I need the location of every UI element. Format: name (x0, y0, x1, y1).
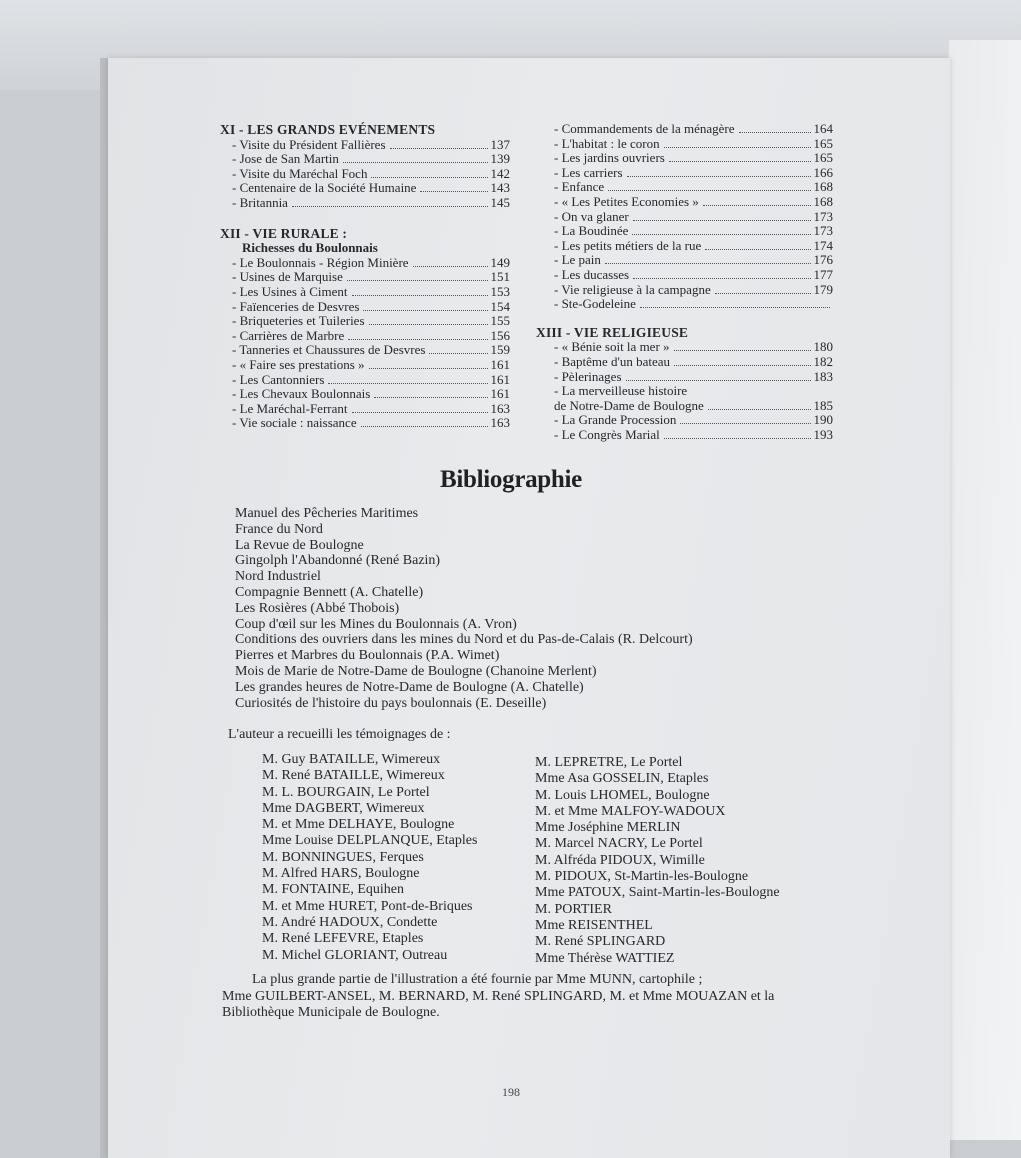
toc-entry-label: - Le Boulonnais - Région Minière (232, 254, 409, 270)
illustration-credits (222, 972, 822, 1022)
toc-leader-dots (633, 219, 811, 221)
toc-entry-label: - Vie sociale : naissance (232, 415, 357, 431)
toc-entry (548, 283, 833, 298)
toc-entry-label: - Pèlerinages (554, 368, 622, 384)
toc-left-column (220, 123, 510, 431)
bibliography-entry: Coup d'œil sur les Mines du Boulonnais (A. Vron) (235, 616, 517, 632)
toc-entry-label: - Les carriers (554, 164, 623, 180)
witness-entry: M. L. BOURGAIN, Le Portel (262, 784, 430, 800)
toc-leader-dots (369, 367, 488, 369)
toc-leader-dots (703, 204, 811, 206)
witnesses-left-column (262, 752, 477, 964)
toc-entry-label: - Jose de San Martin (232, 151, 339, 167)
toc-entry (548, 224, 833, 239)
toc-entry-label: - « Les Petites Economies » (554, 193, 699, 209)
toc-entry-page: 137 (490, 136, 510, 152)
toc-leader-dots (328, 382, 487, 384)
page-number: 198 (502, 1085, 520, 1099)
witness-entry: Mme DAGBERT, Wimereux (262, 800, 425, 816)
toc-leader-dots (640, 306, 830, 308)
bibliography-entry: Nord Industriel (235, 569, 321, 585)
toc-leader-dots (705, 248, 810, 250)
toc-entry-page: 176 (813, 252, 833, 268)
toc-entry-page: 142 (490, 165, 510, 181)
toc-leader-dots (369, 323, 488, 325)
toc-entry-label: - Ste-Godeleine (554, 296, 636, 312)
bibliography-entry: Compagnie Bennett (A. Chatelle) (235, 584, 424, 600)
toc-entry-label: - Visite du Président Fallières (232, 136, 386, 152)
witness-entry: M. Marcel NACRY, Le Portel (535, 836, 703, 852)
toc-entry-label: - Les Chevaux Boulonnais (232, 386, 371, 402)
witness-entry: M. Guy BATAILLE, Wimereux (262, 752, 441, 767)
witness-entry: M. Louis LHOMEL, Boulogne (535, 787, 710, 803)
toc-leader-dots (352, 294, 488, 296)
witness-entry: M. et Mme HURET, Pont-de-Briques (262, 898, 473, 914)
toc-entry-page: 183 (813, 368, 833, 384)
toc-entry-label: - Les jardins ouvriers (554, 150, 665, 166)
toc-leader-dots (361, 425, 488, 427)
bibliography-entry: Manuel des Pêcheries Maritimes (235, 506, 419, 521)
witness-entry: Mme REISENTHEL (535, 917, 653, 933)
toc-entry-label: - Les Cantonniers (232, 371, 325, 387)
witness-entry: Mme Asa GOSSELIN, Etaples (535, 771, 709, 787)
witness-entry: M. et Mme DELHAYE, Boulogne (262, 817, 455, 833)
toc-leader-dots (680, 422, 810, 424)
toc-entry (220, 387, 510, 402)
toc-entry (548, 122, 833, 137)
toc-entry (548, 340, 833, 355)
toc-entry-page: 180 (813, 339, 833, 355)
toc-entry-label: - Usines de Marquise (232, 269, 343, 285)
bibliography-entry: Les Rosières (Abbé Thobois) (235, 600, 400, 616)
toc-entry-label: - Commandements de la ménagère (554, 121, 735, 136)
toc-entry (548, 428, 833, 443)
toc-entry-page: 153 (490, 283, 510, 299)
toc-section-title: XI - LES GRANDS EVÉNEMENTS (220, 122, 436, 137)
toc-entry-label: - Les Usines à Ciment (232, 283, 348, 299)
toc-entry (548, 180, 833, 195)
toc-entry (548, 195, 833, 210)
toc-entry-page: 177 (813, 266, 833, 282)
witness-entry: M. FONTAINE, Equihen (262, 882, 404, 898)
toc-section-items (220, 138, 510, 211)
toc-leader-dots (292, 205, 488, 207)
toc-leader-dots (390, 147, 488, 149)
witnesses-intro: L'auteur a recueilli les témoignages de : (228, 727, 451, 742)
witness-entry: M. André HADOUX, Condette (262, 914, 438, 930)
toc-entry-label: - Carrières de Marbre (232, 327, 345, 343)
toc-entry (220, 167, 510, 182)
witness-entry: M. PIDOUX, St-Martin-les-Boulogne (535, 869, 749, 885)
toc-leader-dots (715, 292, 811, 294)
bibliography-entry: La Revue de Boulogne (235, 537, 364, 553)
toc-leader-dots (420, 190, 487, 192)
witness-entry: Mme Joséphine MERLIN (535, 820, 681, 836)
toc-entry-page: 166 (813, 164, 833, 180)
toc-entry (220, 416, 510, 431)
toc-entry-label: - Briqueteries et Tuileries (232, 313, 365, 329)
toc-entry-page: 185 (813, 397, 833, 413)
toc-entry-page: 161 (490, 386, 510, 402)
toc-entry (220, 285, 510, 300)
toc-entry (220, 373, 510, 388)
toc-entry (548, 166, 833, 181)
toc-entry (220, 138, 510, 153)
toc-entry-label: - Tanneries et Chaussures de Desvres (232, 342, 426, 358)
toc-entry-label: - Le Congrès Marial (554, 426, 660, 442)
toc-leader-dots (347, 279, 488, 281)
toc-entry (548, 151, 833, 166)
toc-entry-page: 143 (490, 180, 510, 196)
toc-section-title: XIII - VIE RELIGIEUSE (536, 324, 689, 340)
toc-leader-dots (429, 352, 487, 354)
toc-entry-page: 173 (813, 223, 833, 239)
toc-leader-dots (608, 189, 810, 191)
toc-entry (548, 253, 833, 268)
toc-leader-dots (674, 349, 811, 351)
witness-entry: Mme PATOUX, Saint-Martin-les-Boulogne (535, 885, 780, 901)
toc-section-items (220, 256, 510, 431)
witness-entry: M. PORTIER (535, 901, 612, 917)
toc-entry-label: - Les petits métiers de la rue (554, 237, 702, 253)
toc-entry (548, 297, 833, 312)
toc-entry-page: 139 (490, 151, 510, 167)
toc-entry (220, 270, 510, 285)
toc-entry-label: - Baptême d'un bateau (554, 353, 671, 369)
toc-entry-page: 151 (490, 269, 510, 285)
toc-entry-label: - Visite du Maréchal Foch (232, 165, 368, 181)
toc-leader-dots (343, 161, 488, 163)
toc-entry-label: - La Grande Procession (554, 412, 677, 428)
toc-leader-dots (708, 408, 811, 410)
toc-right-column (536, 121, 833, 442)
toc-leader-dots (348, 338, 487, 340)
toc-leader-dots (664, 437, 811, 439)
toc-entry-page: 163 (490, 415, 510, 431)
toc-leader-dots (739, 131, 811, 133)
toc-leader-dots (626, 379, 811, 381)
toc-leader-dots (633, 277, 810, 279)
toc-entry-page: 190 (813, 412, 833, 428)
toc-entry-page: 155 (490, 313, 510, 329)
toc-entry (548, 370, 833, 385)
toc-entry (220, 314, 510, 329)
bibliography-entry: Mois de Marie de Notre-Dame de Boulogne (Chanoine Merlent) (235, 663, 597, 679)
witnesses-right-column (535, 755, 780, 967)
toc-leader-dots (674, 364, 810, 366)
bibliography-entry: Curiosités de l'histoire du pays boulonnais (E. Deseille) (235, 695, 547, 711)
toc-entry-page: 168 (813, 179, 833, 195)
toc-entry-page: 173 (813, 208, 833, 224)
bibliography-entry: Conditions des ouvriers dans les mines du Nord et du Pas-de-Calais (R. Delcourt) (235, 632, 693, 648)
witness-entry: M. BONNINGUES, Ferques (262, 849, 424, 865)
toc-leader-dots (352, 411, 488, 413)
credits-line: Mme GUILBERT-ANSEL, M. BERNARD, M. René SPLINGARD, M. et Mme MOUAZAN et la (222, 988, 775, 1004)
toc-entry-page: 174 (813, 237, 833, 253)
toc-section-items (548, 340, 833, 442)
toc-leader-dots (605, 262, 811, 264)
toc-entry (548, 239, 833, 254)
toc-entry-label: - « Bénie soit la mer » (554, 339, 670, 355)
toc-entry-label: - Faïenceries de Desvres (232, 298, 360, 314)
toc-entry-label: - Les ducasses (554, 266, 630, 282)
toc-entry-label: - Le Maréchal-Ferrant (232, 400, 348, 416)
toc-entry (548, 355, 833, 370)
credits-line: La plus grande partie de l'illustration a été fournie par Mme MUNN, cartophile ; (252, 972, 703, 987)
witness-entry: M. René BATAILLE, Wimereux (262, 768, 445, 784)
toc-entry-label: - La Boudinée (554, 223, 629, 239)
bibliography-entry: Pierres et Marbres du Boulonnais (P.A. Wimet) (235, 648, 500, 664)
toc-entry-page: 161 (490, 356, 510, 372)
toc-entry (548, 399, 833, 414)
toc-entry (220, 196, 510, 211)
bibliography-entry: France du Nord (235, 521, 323, 537)
bibliography-entry: Gingolph l'Abandonné (René Bazin) (235, 553, 441, 569)
bibliography-title: Bibliographie (440, 466, 582, 493)
toc-entry (220, 402, 510, 417)
toc-entry (220, 329, 510, 344)
toc-entry-label: - Britannia (232, 194, 288, 210)
bibliography-entry: Les grandes heures de Notre-Dame de Boulogne (A. Chatelle) (235, 679, 584, 695)
toc-leader-dots (664, 146, 811, 148)
toc-entry (548, 210, 833, 225)
witness-entry: M. René LEFEVRE, Etaples (262, 931, 424, 947)
witness-entry: Mme Thérèse WATTIEZ (535, 950, 675, 966)
toc-entry-page: 149 (490, 254, 510, 270)
toc-entry-label: - La merveilleuse histoire (554, 383, 688, 399)
toc-entry-label: de Notre-Dame de Boulogne (554, 397, 704, 413)
toc-section-title: XII - VIE RURALE : (220, 225, 348, 241)
toc-entry-page: 165 (813, 150, 833, 166)
toc-entry-label: - Enfance (554, 179, 605, 195)
toc-leader-dots (632, 233, 810, 235)
toc-entry-page: 154 (490, 298, 510, 314)
toc-entry-page: 163 (490, 400, 510, 416)
toc-section-items (548, 122, 833, 312)
witness-entry: M. Alfred HARS, Boulogne (262, 866, 420, 882)
witness-entry: M. LEPRETRE, Le Portel (535, 755, 683, 770)
credits-line: Bibliothèque Municipale de Boulogne. (222, 1005, 440, 1020)
toc-leader-dots (669, 160, 811, 162)
toc-leader-dots (413, 265, 488, 267)
toc-entry-label: - Centenaire de la Société Humaine (232, 180, 417, 196)
bibliography-list (235, 506, 835, 711)
witness-entry: M. René SPLINGARD (535, 934, 666, 950)
witness-entry: M. Alfréda PIDOUX, Wimille (535, 852, 705, 868)
toc-entry-page: 161 (490, 371, 510, 387)
toc-leader-dots (627, 175, 811, 177)
toc-entry (548, 384, 833, 399)
toc-entry-label: - « Faire ses prestations » (232, 356, 365, 372)
toc-entry-page: 145 (490, 194, 510, 210)
toc-entry-page: 159 (490, 342, 510, 358)
toc-entry (548, 268, 833, 283)
toc-entry (220, 343, 510, 358)
toc-entry (220, 358, 510, 373)
toc-entry-label: - L'habitat : le coron (554, 135, 660, 151)
witness-entry: Mme Louise DELPLANQUE, Etaples (262, 833, 478, 849)
toc-entry (220, 181, 510, 196)
toc-leader-dots (371, 176, 487, 178)
toc-entry-page: 156 (490, 327, 510, 343)
toc-leader-dots (374, 396, 487, 398)
toc-entry (220, 152, 510, 167)
toc-entry (220, 256, 510, 271)
toc-entry-label: - On va glaner (554, 208, 629, 224)
toc-entry-page: 164 (813, 121, 833, 136)
toc-entry-page: 193 (813, 426, 833, 442)
toc-section-subtitle: Richesses du Boulonnais (242, 240, 378, 256)
toc-entry (548, 137, 833, 152)
toc-entry (548, 413, 833, 428)
toc-entry (220, 300, 510, 315)
toc-entry-label: - Vie religieuse à la campagne (554, 281, 711, 297)
toc-entry-page: 165 (813, 135, 833, 151)
toc-entry-page: 168 (813, 193, 833, 209)
toc-entry-page: 179 (813, 281, 833, 297)
toc-leader-dots (363, 309, 487, 311)
toc-entry-label: - Le pain (554, 252, 601, 268)
witness-entry: M. et Mme MALFOY-WADOUX (535, 803, 726, 819)
toc-entry-page: 182 (813, 353, 833, 369)
witness-entry: M. Michel GLORIANT, Outreau (262, 947, 448, 963)
